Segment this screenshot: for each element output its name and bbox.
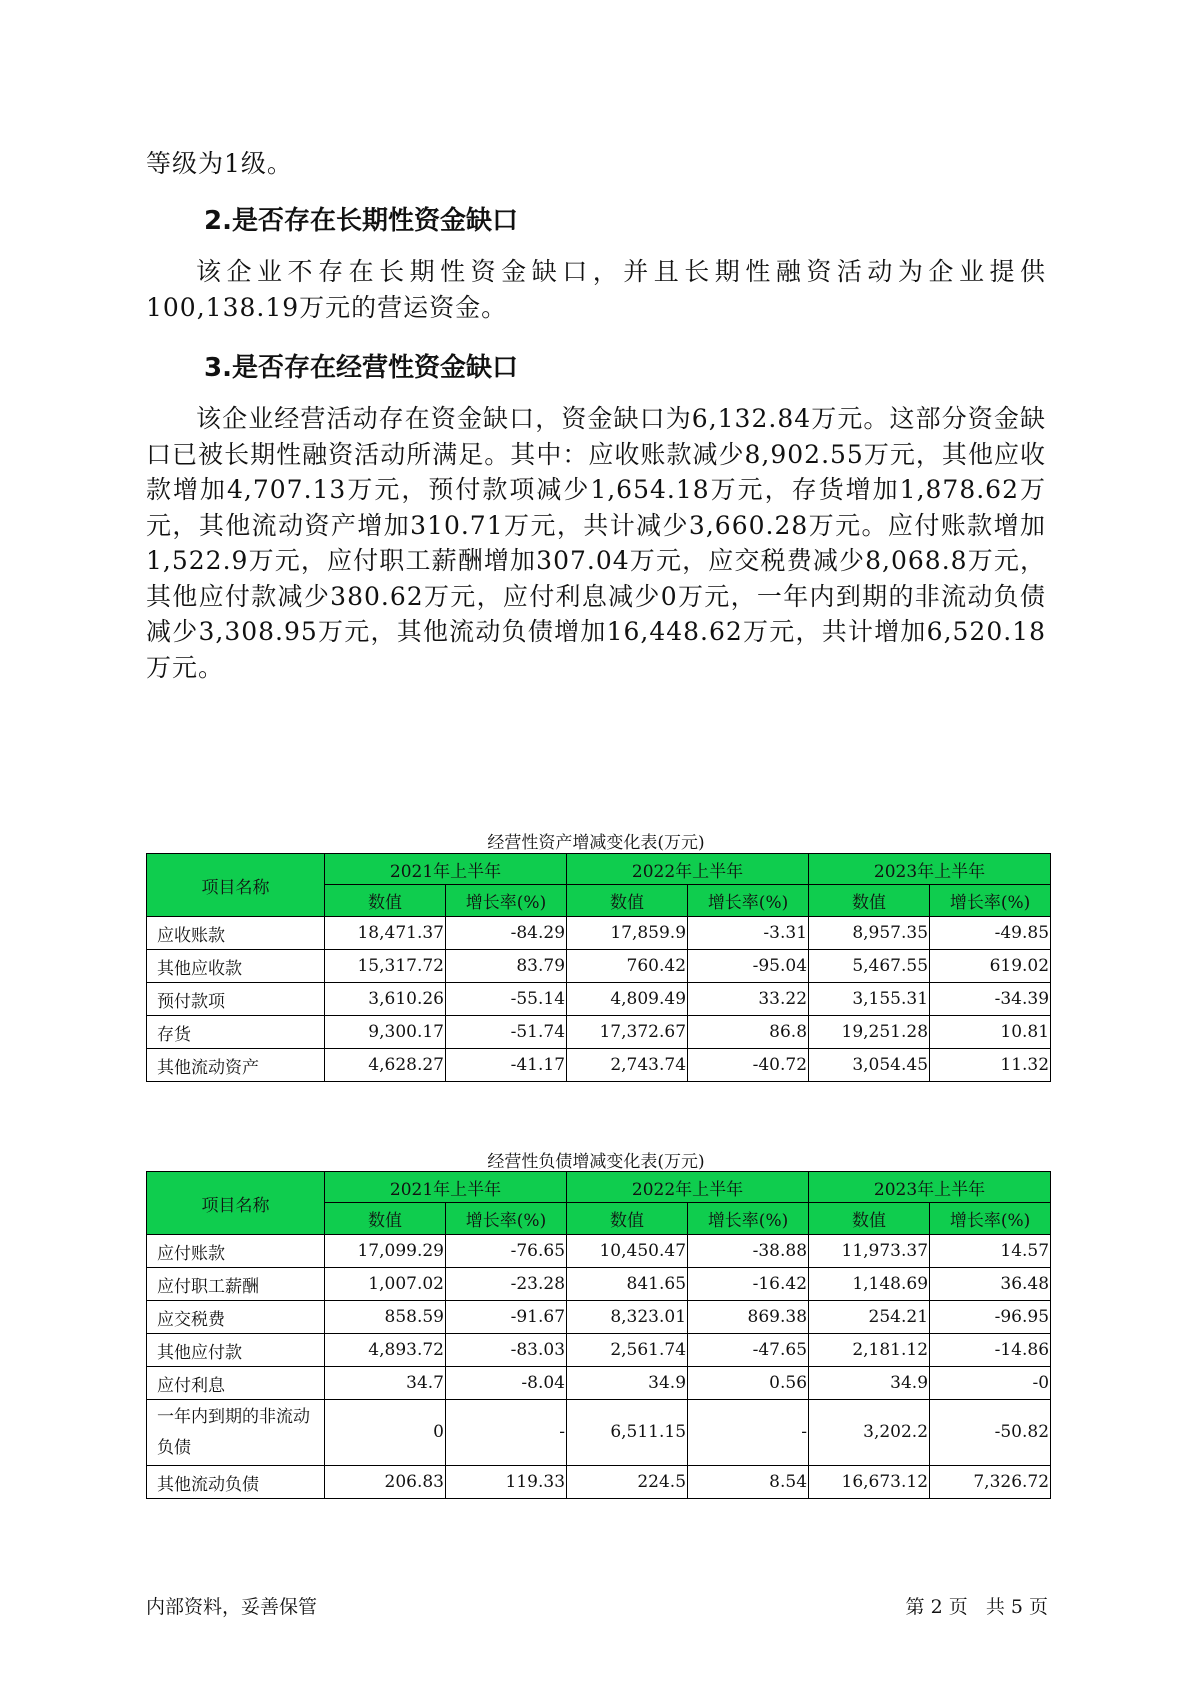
table2-caption: 经营性负债增减变化表(万元) [487,1152,705,1172]
table-row [147,1268,1051,1301]
cell-value: 15,317.72 [325,950,446,983]
header-rate: 增长率(%) [930,885,1051,917]
cell-rate: -40.72 [688,1049,809,1082]
table-row [147,917,1051,950]
cell-rate: -55.14 [446,983,567,1016]
cell-value: 17,372.67 [567,1016,688,1049]
header-period-2022: 2022年上半年 [567,1172,809,1203]
cell-value: 9,300.17 [325,1016,446,1049]
cell-rate: 8.54 [688,1466,809,1499]
cell-value: 8,957.35 [809,917,930,950]
footer-confidential: 内部资料，妥善保管 [146,1596,318,1618]
table-row [147,983,1051,1016]
cell-value: 4,893.72 [325,1334,446,1367]
cell-rate: - [446,1400,567,1466]
cell-rate: 0.56 [688,1367,809,1400]
header-rate: 增长率(%) [688,1203,809,1235]
cell-rate: -91.67 [446,1301,567,1334]
cell-rate: 14.57 [930,1235,1051,1268]
cell-item: 应付利息 [147,1367,325,1400]
cell-value: 3,155.31 [809,983,930,1016]
cell-rate: -50.82 [930,1400,1051,1466]
table1-caption: 经营性资产增减变化表(万元) [487,833,705,853]
paragraph-operating: 该企业经营活动存在资金缺口，资金缺口为6,132.84万元。这部分资金缺口已被长期性融资活动所满足。其中：应收账款减少8,902.55万元，其他应收款增加4,707.13万元，预付款项减少1,654.18万元，存货增加1,878.62万元，其他流动资产增加310.71万元，共计减少3,660.28万元。应付账款增加1,522.9万元，应付职工薪酬增加307.04万元，应交税费减少8,068.8万元，其他应付款减少380.62万元，应付利息减少0万元，一年内到期的非流动负债减少3,308.95万元，其他流动负债增加16,448.62万元，共计增加6,520.18万元。 [146,404,1046,682]
liabilities-table [146,1171,1051,1499]
header-period-2023: 2023年上半年 [809,1172,1051,1203]
paragraph-level: 等级为1级。 [146,149,293,178]
cell-value: 254.21 [809,1301,930,1334]
header-value: 数值 [325,885,446,917]
cell-rate: -84.29 [446,917,567,950]
header-period-2023: 2023年上半年 [809,854,1051,885]
cell-rate: 86.8 [688,1016,809,1049]
cell-value: 34.7 [325,1367,446,1400]
cell-item: 其他应付款 [147,1334,325,1367]
table-row [147,1016,1051,1049]
cell-value: 11,973.37 [809,1235,930,1268]
heading-long-term-gap: 2.是否存在长期性资金缺口 [204,206,518,236]
header-value: 数值 [567,885,688,917]
cell-value: 4,809.49 [567,983,688,1016]
cell-value: 3,202.2 [809,1400,930,1466]
cell-value: 206.83 [325,1466,446,1499]
paragraph-long-term: 该企业不存在长期性资金缺口，并且长期性融资活动为企业提供100,138.19万元的营运资金。 [146,257,1046,322]
header-value: 数值 [809,885,930,917]
cell-value: 841.65 [567,1268,688,1301]
cell-rate: 36.48 [930,1268,1051,1301]
cell-value: 10,450.47 [567,1235,688,1268]
cell-rate: 33.22 [688,983,809,1016]
heading-operating-gap: 3.是否存在经营性资金缺口 [204,353,518,383]
cell-value: 4,628.27 [325,1049,446,1082]
cell-rate: -95.04 [688,950,809,983]
cell-rate: 619.02 [930,950,1051,983]
table-row [147,1367,1051,1400]
cell-rate: 83.79 [446,950,567,983]
cell-item: 应付职工薪酬 [147,1268,325,1301]
cell-rate: -34.39 [930,983,1051,1016]
header-rate: 增长率(%) [688,885,809,917]
cell-value: 3,610.26 [325,983,446,1016]
table-row [147,950,1051,983]
table-row [147,1049,1051,1082]
cell-rate: -23.28 [446,1268,567,1301]
cell-value: 1,148.69 [809,1268,930,1301]
cell-rate: 11.32 [930,1049,1051,1082]
cell-rate: -41.17 [446,1049,567,1082]
cell-value: 224.5 [567,1466,688,1499]
footer-page-number: 第 2 页 共 5 页 [905,1596,1048,1618]
header-item-name: 项目名称 [147,854,325,917]
cell-value: 5,467.55 [809,950,930,983]
cell-value: 8,323.01 [567,1301,688,1334]
cell-rate: -51.74 [446,1016,567,1049]
header-period-2022: 2022年上半年 [567,854,809,885]
cell-value: 1,007.02 [325,1268,446,1301]
cell-rate: -16.42 [688,1268,809,1301]
cell-item: 应收账款 [147,917,325,950]
cell-rate: -3.31 [688,917,809,950]
cell-rate: -49.85 [930,917,1051,950]
cell-rate: - [688,1400,809,1466]
cell-value: 19,251.28 [809,1016,930,1049]
cell-value: 3,054.45 [809,1049,930,1082]
header-value: 数值 [325,1203,446,1235]
header-period-2021: 2021年上半年 [325,854,567,885]
cell-rate: -8.04 [446,1367,567,1400]
table-row [147,1466,1051,1499]
cell-value: 2,743.74 [567,1049,688,1082]
cell-rate: 119.33 [446,1466,567,1499]
cell-value: 858.59 [325,1301,446,1334]
cell-value: 2,561.74 [567,1334,688,1367]
table-row [147,1334,1051,1367]
cell-rate: -0 [930,1367,1051,1400]
cell-value: 34.9 [809,1367,930,1400]
header-item-name: 项目名称 [147,1172,325,1235]
cell-item: 其他流动资产 [147,1049,325,1082]
header-rate: 增长率(%) [930,1203,1051,1235]
cell-item: 其他流动负债 [147,1466,325,1499]
cell-item: 存货 [147,1016,325,1049]
table-row [147,1400,1051,1466]
cell-rate: 10.81 [930,1016,1051,1049]
cell-rate: -76.65 [446,1235,567,1268]
cell-value: 2,181.12 [809,1334,930,1367]
cell-item: 应交税费 [147,1301,325,1334]
cell-rate: -14.86 [930,1334,1051,1367]
header-period-2021: 2021年上半年 [325,1172,567,1203]
cell-rate: 869.38 [688,1301,809,1334]
cell-rate: -47.65 [688,1334,809,1367]
header-value: 数值 [567,1203,688,1235]
header-rate: 增长率(%) [446,885,567,917]
cell-rate: 7,326.72 [930,1466,1051,1499]
cell-rate: -96.95 [930,1301,1051,1334]
cell-value: 34.9 [567,1367,688,1400]
table-row [147,1301,1051,1334]
cell-value: 17,099.29 [325,1235,446,1268]
header-rate: 增长率(%) [446,1203,567,1235]
cell-value: 0 [325,1400,446,1466]
assets-table [146,853,1051,1082]
table-row [147,1235,1051,1268]
header-value: 数值 [809,1203,930,1235]
cell-value: 6,511.15 [567,1400,688,1466]
cell-item: 其他应收款 [147,950,325,983]
cell-value: 760.42 [567,950,688,983]
cell-value: 17,859.9 [567,917,688,950]
cell-rate: -38.88 [688,1235,809,1268]
cell-value: 16,673.12 [809,1466,930,1499]
cell-item: 预付款项 [147,983,325,1016]
cell-rate: -83.03 [446,1334,567,1367]
cell-value: 18,471.37 [325,917,446,950]
cell-item: 一年内到期的非流动负债 [147,1400,325,1466]
cell-item: 应付账款 [147,1235,325,1268]
